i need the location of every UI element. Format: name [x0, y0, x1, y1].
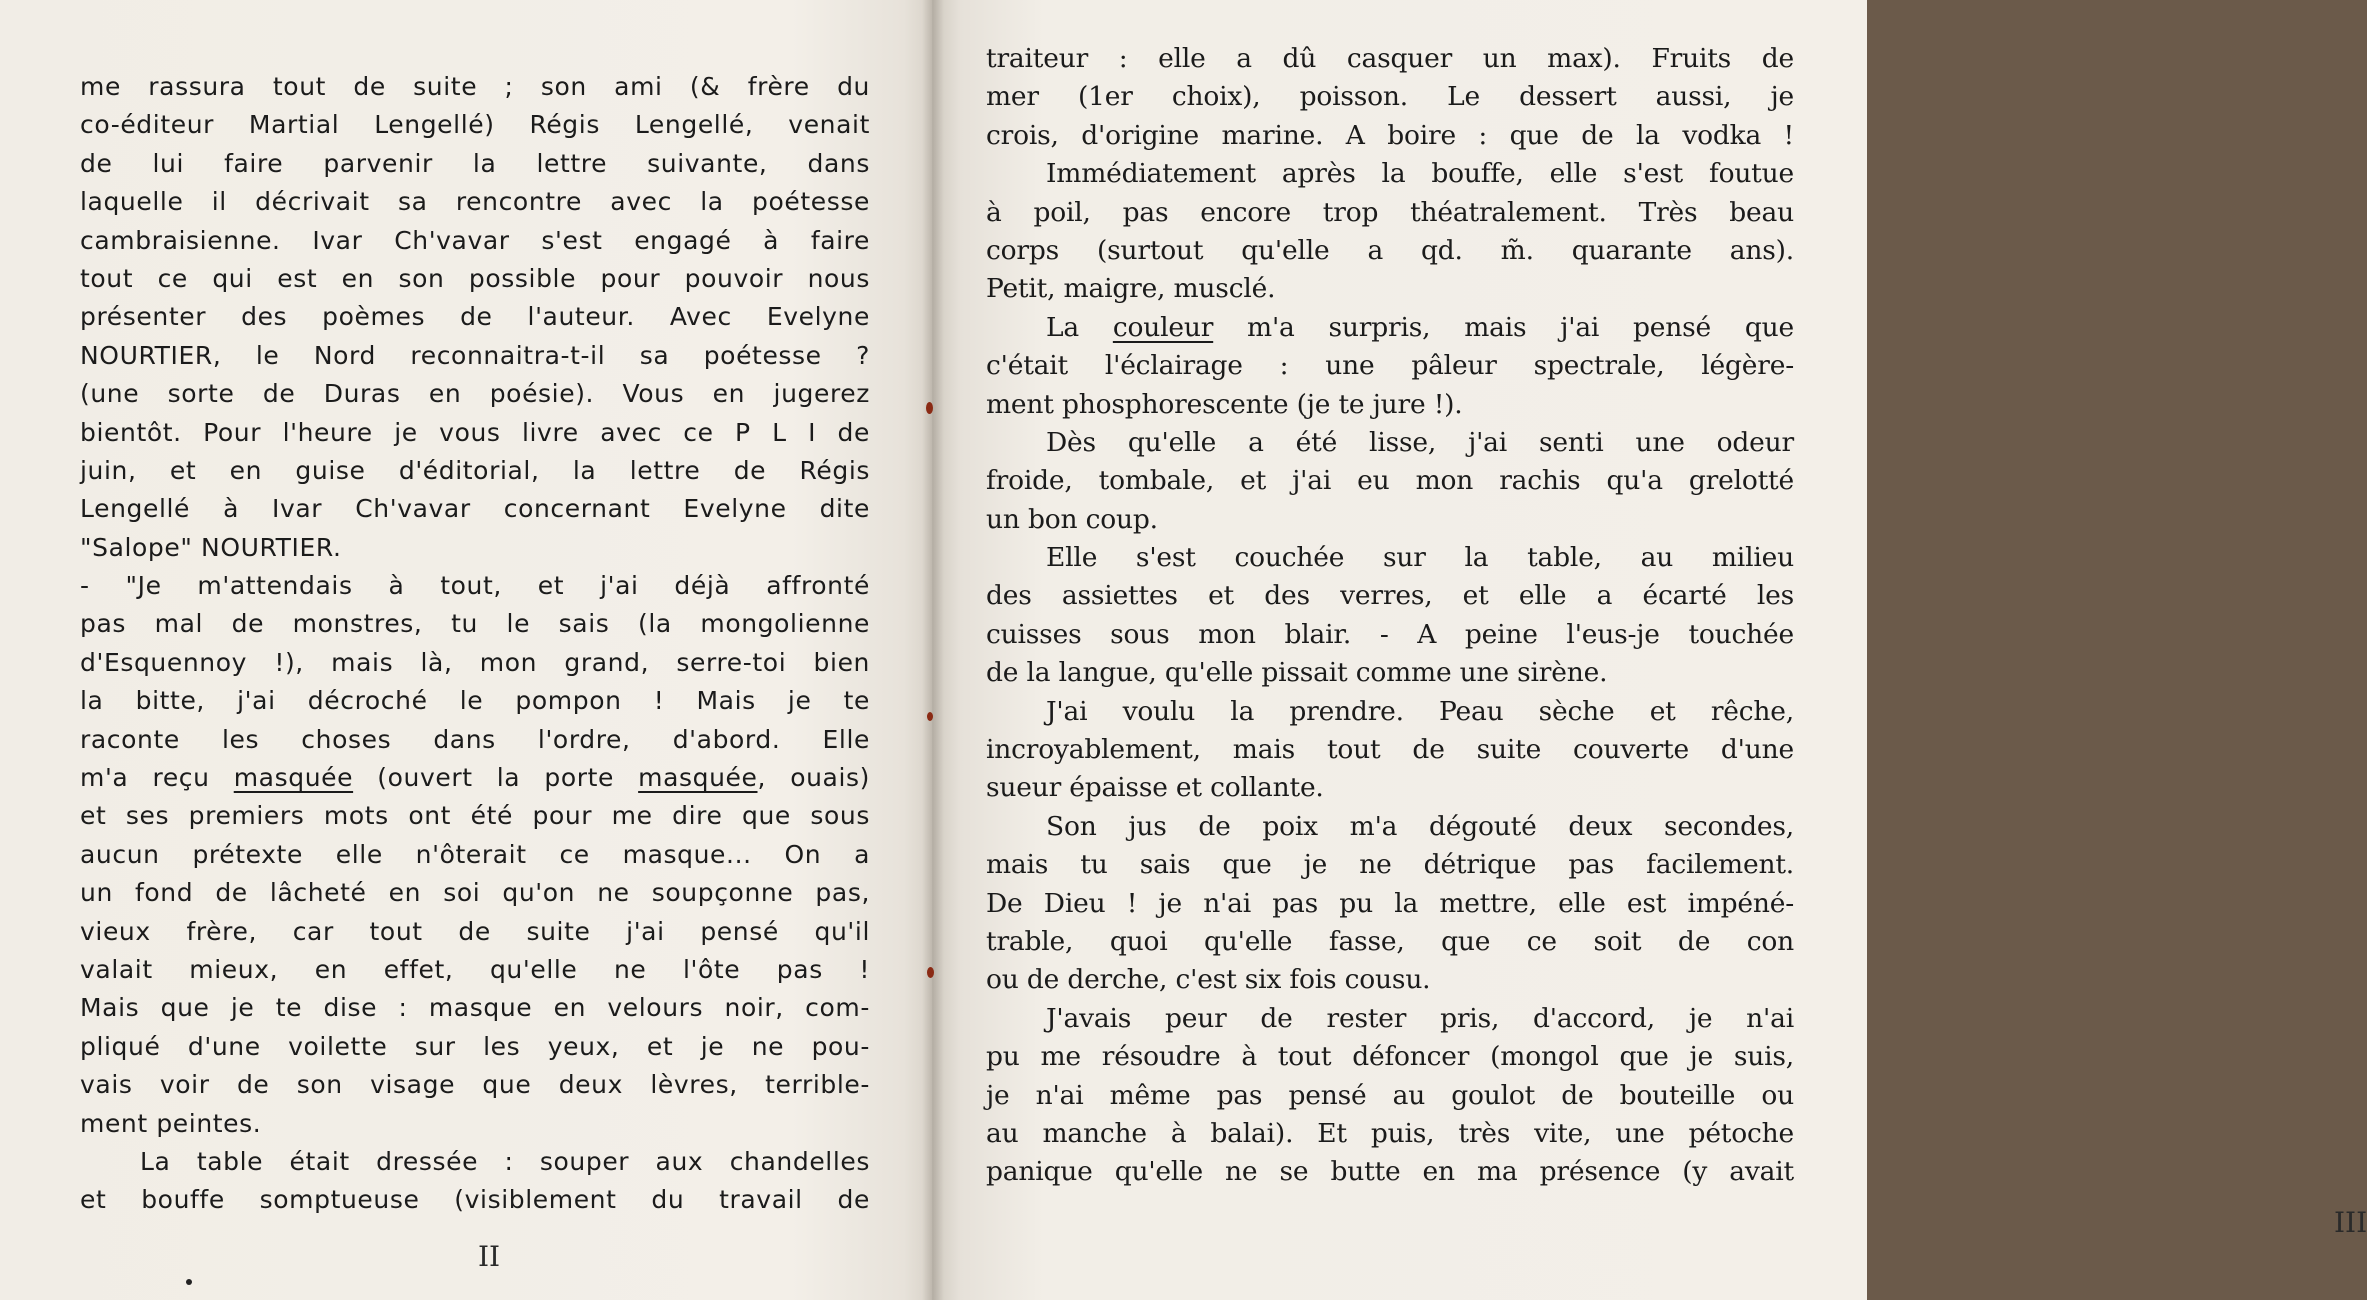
text-line: et ses premiers mots ont été pour me dire que sous	[80, 801, 870, 831]
text-line: tout ce qui est en son possible pour pouvoir nous	[80, 263, 870, 293]
text-line: ment phosphorescente (je te jure !).	[986, 388, 1463, 420]
text-line: juin, et en guise d'éditorial, la lettre de Régis	[80, 455, 870, 485]
right-page-text	[986, 40, 1794, 1192]
page-number: II	[478, 1240, 501, 1273]
left-page-text	[80, 68, 870, 1220]
text-line	[986, 309, 1794, 347]
text-line: me rassura tout de suite ; son ami (& frère du	[80, 72, 870, 101]
text-line: la bitte, j'ai décroché le pompon ! Mais je te	[80, 686, 870, 716]
text-line: Petit, maigre, musclé.	[986, 273, 1276, 305]
text-line: Mais que je te dise : masque en velours noir, com-	[80, 993, 870, 1023]
text-line: et bouffe somptueuse (visiblement du travail de	[80, 1185, 870, 1215]
text-line: présenter des poèmes de l'auteur. Avec Evelyne	[80, 302, 870, 332]
text-line: panique qu'elle ne se butte en ma présence (y avait	[986, 1156, 1794, 1188]
text-line: J'ai voulu la prendre. Peau sèche et rêche,	[1046, 695, 1794, 727]
text-line: vais voir de son visage que deux lèvres, terrible-	[80, 1070, 870, 1100]
text-line: raconte les choses dans l'ordre, d'abord. Elle	[80, 724, 870, 754]
text-fragment: (ouvert la porte	[353, 763, 639, 793]
text-line: Lengellé à Ivar Ch'vavar concernant Evelyne dite	[80, 494, 870, 524]
underlined-word: masquée	[233, 763, 354, 793]
text-line: des assiettes et des verres, et elle a écarté les	[986, 580, 1794, 612]
text-line: Son jus de poix m'a dégouté deux secondes,	[1046, 810, 1794, 842]
text-line: c'était l'éclairage : une pâleur spectrale, légère-	[986, 350, 1794, 382]
text-line: co-éditeur Martial Lengellé) Régis Lengellé, venait	[80, 110, 870, 140]
underlined-word: couleur	[1112, 311, 1214, 343]
text-line: laquelle il décrivait sa rencontre avec la poétesse	[80, 187, 870, 217]
text-line: de la langue, qu'elle pissait comme une sirène.	[986, 657, 1608, 689]
text-line: Dès qu'elle a été lisse, j'ai senti une odeur	[1046, 426, 1794, 458]
text-fragment: La	[1046, 311, 1113, 343]
text-fragment: m'a reçu	[80, 763, 234, 793]
text-line: NOURTIER, le Nord reconnaitra-t-il sa poétesse ?	[80, 340, 870, 370]
underlined-word: masquée	[638, 763, 758, 793]
page-number: III	[2334, 1206, 2367, 1239]
text-line: de lui faire parvenir la lettre suivante, dans	[80, 148, 870, 178]
rust-stain	[927, 967, 934, 978]
text-line: cuisses sous mon blair. - A peine l'eus-je touchée	[986, 618, 1794, 650]
text-line: à poil, pas encore trop théatralement. Très beau	[986, 196, 1794, 228]
text-line: au manche à balai). Et puis, très vite, une pétoche	[986, 1117, 1794, 1149]
text-line: crois, d'origine marine. A boire : que de la vodka !	[986, 119, 1794, 151]
text-line: mer (1er choix), poisson. Le dessert aussi, je	[986, 81, 1794, 113]
text-line: pas mal de monstres, tu le sais (la mongolienne	[80, 609, 870, 639]
text-line: un bon coup.	[986, 503, 1158, 535]
rust-stain	[926, 402, 933, 414]
rust-stain	[927, 712, 933, 721]
text-line: Elle s'est couchée sur la table, au milieu	[1046, 542, 1794, 574]
right-page	[932, 0, 2367, 1300]
text-line: mais tu sais que je ne détrique pas facilement.	[986, 849, 1794, 881]
text-line: valait mieux, en effet, qu'elle ne l'ôte pas !	[80, 954, 870, 984]
text-line: pu me résoudre à tout défoncer (mongol que je suis,	[986, 1041, 1794, 1073]
text-line: trable, quoi qu'elle fasse, que ce soit de con	[986, 925, 1794, 957]
text-line: bientôt. Pour l'heure je vous livre avec ce P L I de	[80, 417, 870, 447]
text-line: aucun prétexte elle n'ôterait ce masque... On a	[80, 839, 870, 869]
text-line: corps (surtout qu'elle a qd. m̃. quarante ans).	[986, 234, 1794, 266]
text-line: cambraisienne. Ivar Ch'vavar s'est engagé à faire	[80, 225, 870, 255]
text-fragment: , ouais)	[757, 763, 870, 793]
ink-speck	[186, 1279, 192, 1285]
text-fragment: m'a surpris, mais j'ai pensé que	[1213, 311, 1794, 343]
text-line	[80, 759, 870, 797]
text-line: "Salope" NOURTIER.	[80, 532, 342, 562]
text-line: sueur épaisse et collante.	[986, 772, 1324, 804]
text-line: d'Esquennoy !), mais là, mon grand, serre-toi bien	[80, 647, 870, 677]
text-line: je n'ai même pas pensé au goulot de bouteille ou	[986, 1079, 1794, 1111]
text-line: un fond de lâcheté en soi qu'on ne soupçonne pas,	[80, 878, 870, 908]
text-line: La table était dressée : souper aux chandelles	[140, 1146, 870, 1176]
text-line: pliqué d'une voilette sur les yeux, et je ne pou-	[80, 1031, 870, 1061]
text-line: incroyablement, mais tout de suite couverte d'une	[986, 734, 1794, 766]
text-line: - "Je m'attendais à tout, et j'ai déjà affronté	[80, 571, 870, 601]
text-line: De Dieu ! je n'ai pas pu la mettre, elle est impéné-	[986, 887, 1794, 919]
text-line: vieux frère, car tout de suite j'ai pensé qu'il	[80, 916, 870, 946]
text-line: Immédiatement après la bouffe, elle s'est foutue	[1046, 158, 1794, 190]
text-line: traiteur : elle a dû casquer un max). Fruits de	[986, 43, 1794, 74]
text-line: ou de derche, c'est six fois cousu.	[986, 964, 1431, 996]
text-line: ment peintes.	[80, 1108, 262, 1138]
text-line: J'avais peur de rester pris, d'accord, je n'ai	[1046, 1002, 1794, 1034]
text-line: (une sorte de Duras en poésie). Vous en jugerez	[80, 379, 870, 409]
left-page	[0, 0, 932, 1300]
text-line: froide, tombale, et j'ai eu mon rachis qu'a grelotté	[986, 465, 1794, 497]
